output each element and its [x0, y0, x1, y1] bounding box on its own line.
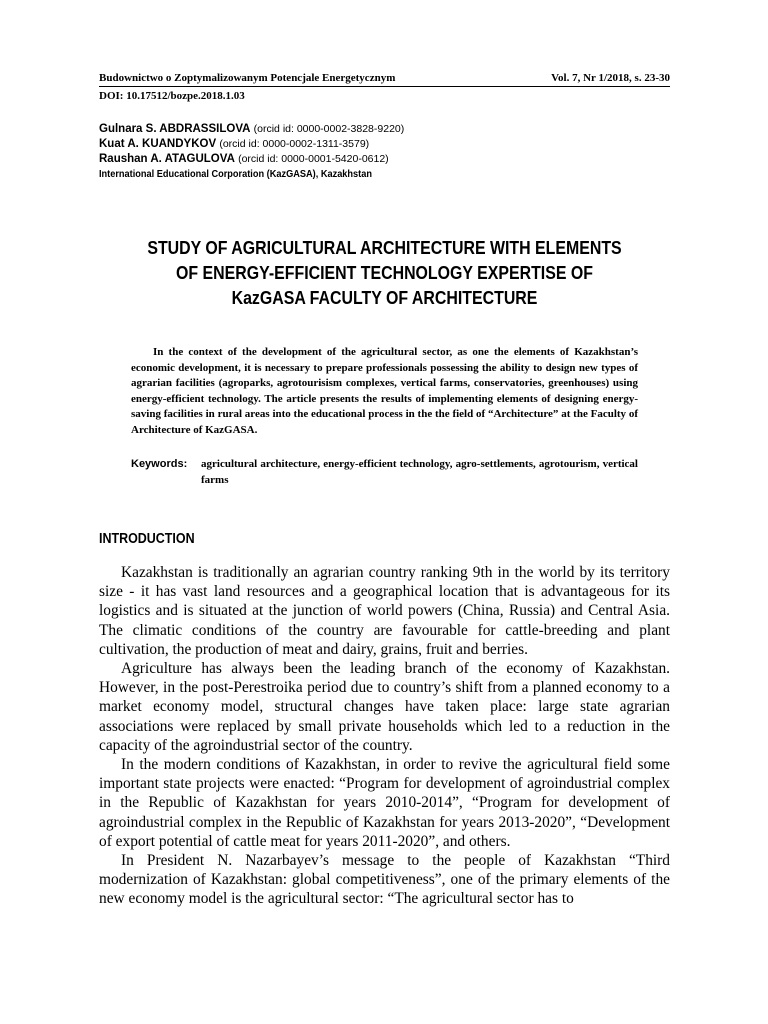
author-line	[99, 152, 670, 167]
author-orcid: (orcid id: 0000-0002-1311-3579)	[219, 138, 370, 150]
header-rule	[99, 86, 670, 87]
paragraph: In the modern conditions of Kazakhstan, in order to revive the agricultural field some important state projects were enacted: “Program for development of agroindustrial complex in the Republic of Kazakhstan for years 2010-2014”, “Program for development of agroindustrial complex in the Republic of Kazakhstan for years 2013-2020”, “Development of export potential of cattle meat for years 2011-2020”, and others.	[99, 756, 670, 850]
abstract	[131, 345, 638, 438]
author-line	[99, 137, 670, 152]
keywords-text: agricultural architecture, energy-efficient technology, agro-settlements, agrotourism, vertical farms	[201, 458, 638, 486]
paper-title: STUDY OF AGRICULTURAL ARCHITECTURE WITH ELEMENTS OF ENERGY-EFFICIENT TECHNOLOGY EXPERTISE OF KazGASA FACULTY OF ARCHITECTURE	[147, 237, 622, 308]
author-orcid: (orcid id: 0000-0002-3828-9220)	[253, 123, 405, 135]
paragraph: Kazakhstan is traditionally an agrarian country ranking 9th in the world by its territory size - it has vast land resources and a geographical location that is advantageous for its logistics and is situated at the junction of world powers (China, Russia) and Central Asia. The climatic conditions of the country are favourable for cattle-breeding and plant cultivation, the production of meat and dairy, grains, fruit and berries.	[99, 564, 670, 658]
keywords	[131, 457, 638, 488]
paragraph: Agriculture has always been the leading branch of the economy of Kazakhstan. However, in the post-Perestroika period due to country’s shift from a planned economy to a market economy model, structural changes have taken place: large state agrarian associations were replaced by small private households which led to a reduction in the capacity of the agroindustrial sector of the country.	[99, 660, 670, 754]
author-block	[99, 122, 670, 182]
keywords-label: Keywords:	[131, 458, 188, 470]
volume-info: Vol. 7, Nr 1/2018, s. 23-30	[551, 72, 670, 84]
paragraph: In President N. Nazarbayev’s message to the people of Kazakhstan “Third modernization of Kazakhstan: global competitiveness”, one of the primary elements of the new economy model is the agricultural sector: “The agricultural sector has to	[99, 852, 670, 908]
running-header	[99, 72, 670, 102]
author-line	[99, 122, 670, 137]
author-name: Kuat A. KUANDYKOV	[99, 138, 217, 150]
journal-name: Budownictwo o Zoptymalizowanym Potencjale Energetycznym	[99, 72, 396, 84]
abstract-text: In the context of the development of the agricultural sector, as one the elements of Kazakhstan’s economic development, it is necessary to prepare professionals possessing the ability to design new types of agrarian facilities (agroparks, agrotourisism complexes, vertical farms, conservatories, greenhouses) using energy-efficient technology. The article presents the results of implementing elements of designing energy-saving facilities in rural areas into the educational process in the the field of “Architecture” at the Faculty of Architecture of KazGASA.	[131, 346, 638, 436]
section-heading: INTRODUCTION	[99, 531, 195, 547]
affiliation: International Educational Corporation (KazGASA), Kazakhstan	[99, 169, 372, 180]
author-name: Gulnara S. ABDRASSILOVA	[99, 123, 251, 135]
doi: DOI: 10.17512/bozpe.2018.1.03	[99, 90, 245, 102]
body-text	[99, 563, 670, 909]
author-name: Raushan A. ATAGULOVA	[99, 153, 235, 165]
author-orcid: (orcid id: 0000-0001-5420-0612)	[238, 153, 389, 165]
